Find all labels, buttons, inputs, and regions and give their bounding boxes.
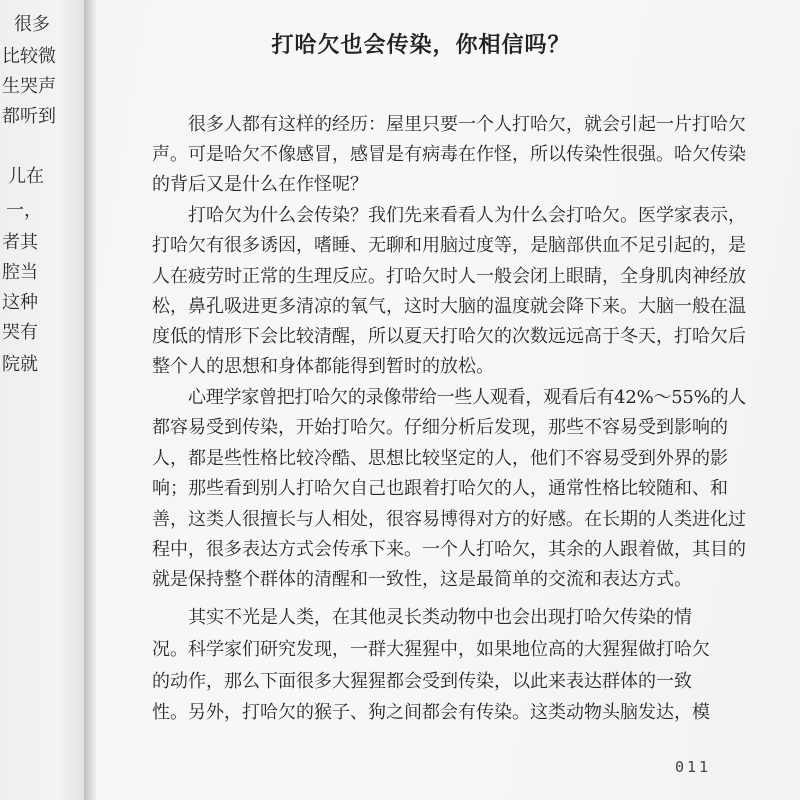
left-line: 者其 xyxy=(2,232,38,253)
text-line: 人在疲劳时正常的生理反应。打哈欠时人一般会闭上眼睛，全身肌肉神经放 xyxy=(152,266,746,287)
text-line: 其实不光是人类，在其他灵长类动物中也会出现打哈欠传染的情 xyxy=(188,607,692,628)
page-title: 打哈欠也会传染，你相信吗？ xyxy=(271,32,571,58)
text-line: 打哈欠有很多诱因，嗜睡、无聊和用脑过度等，是脑部供血不足引起的，是 xyxy=(152,235,746,256)
left-line: 比较微 xyxy=(2,46,56,67)
text-line: 度低的情形下会比较清醒，所以夏天打哈欠的次数远远高于冬天，打哈欠后 xyxy=(152,326,746,347)
text-line: 松，鼻孔吸进更多清凉的氧气，这时大脑的温度就会降下来。大脑一般在温 xyxy=(152,296,746,317)
text-line: 人，都是些性格比较冷酷、思想比较坚定的人，他们不容易受到外界的影 xyxy=(152,448,728,469)
text-line: 响；那些看到别人打哈欠自己也跟着打哈欠的人，通常性格比较随和、和 xyxy=(152,478,728,499)
text-line: 就是保持整个群体的清醒和一致性，这是最简单的交流和表达方式。 xyxy=(152,569,692,590)
text-line: 的背后又是什么在作怪呢？ xyxy=(152,174,368,195)
left-page xyxy=(0,0,84,800)
left-line: 这种 xyxy=(2,292,38,313)
text-line: 况。科学家们研究发现，一群大猩猩中，如果地位高的大猩猩做打哈欠 xyxy=(152,639,710,660)
left-line: 生哭声 xyxy=(2,76,56,97)
left-line: 很多 xyxy=(14,14,50,35)
text-line: 都容易受到传染，开始打哈欠。仔细分析后发现，那些不容易受到影响的 xyxy=(152,417,728,438)
text-line: 整个人的思想和身体都能得到暂时的放松。 xyxy=(152,356,494,377)
page-number: 011 xyxy=(675,758,712,776)
text-line: 程中，很多表达方式会传承下来。一个人打哈欠，其余的人跟着做，其目的 xyxy=(152,539,746,560)
text-line: 善，这类人很擅长与人相处，很容易博得对方的好感。在长期的人类进化过 xyxy=(152,509,746,530)
right-page xyxy=(96,0,800,800)
text-line: 的动作，那么下面很多大猩猩都会受到传染，以此来表达群体的一致 xyxy=(152,671,692,692)
text-line: 声。可是哈欠不像感冒，感冒是有病毒在作怪，所以传染性很强。哈欠传染 xyxy=(152,144,746,165)
text-line: 性。另外，打哈欠的猴子、狗之间都会有传染。这类动物头脑发达，模 xyxy=(152,702,710,723)
text-line: 很多人都有这样的经历：屋里只要一个人打哈欠，就会引起一片打哈欠 xyxy=(188,114,746,135)
left-line: 都听到 xyxy=(2,106,56,127)
left-line: 哭有 xyxy=(2,322,38,343)
left-line: 腔当 xyxy=(2,262,38,283)
left-line: 一， xyxy=(6,200,42,221)
left-line: 儿在 xyxy=(8,166,44,187)
text-line: 心理学家曾把打哈欠的录像带给一些人观看，观看后有42%～55%的人 xyxy=(188,387,747,408)
text-line: 打哈欠为什么会传染？我们先来看看人为什么会打哈欠。医学家表示， xyxy=(188,205,746,226)
left-line: 院就 xyxy=(2,354,38,375)
